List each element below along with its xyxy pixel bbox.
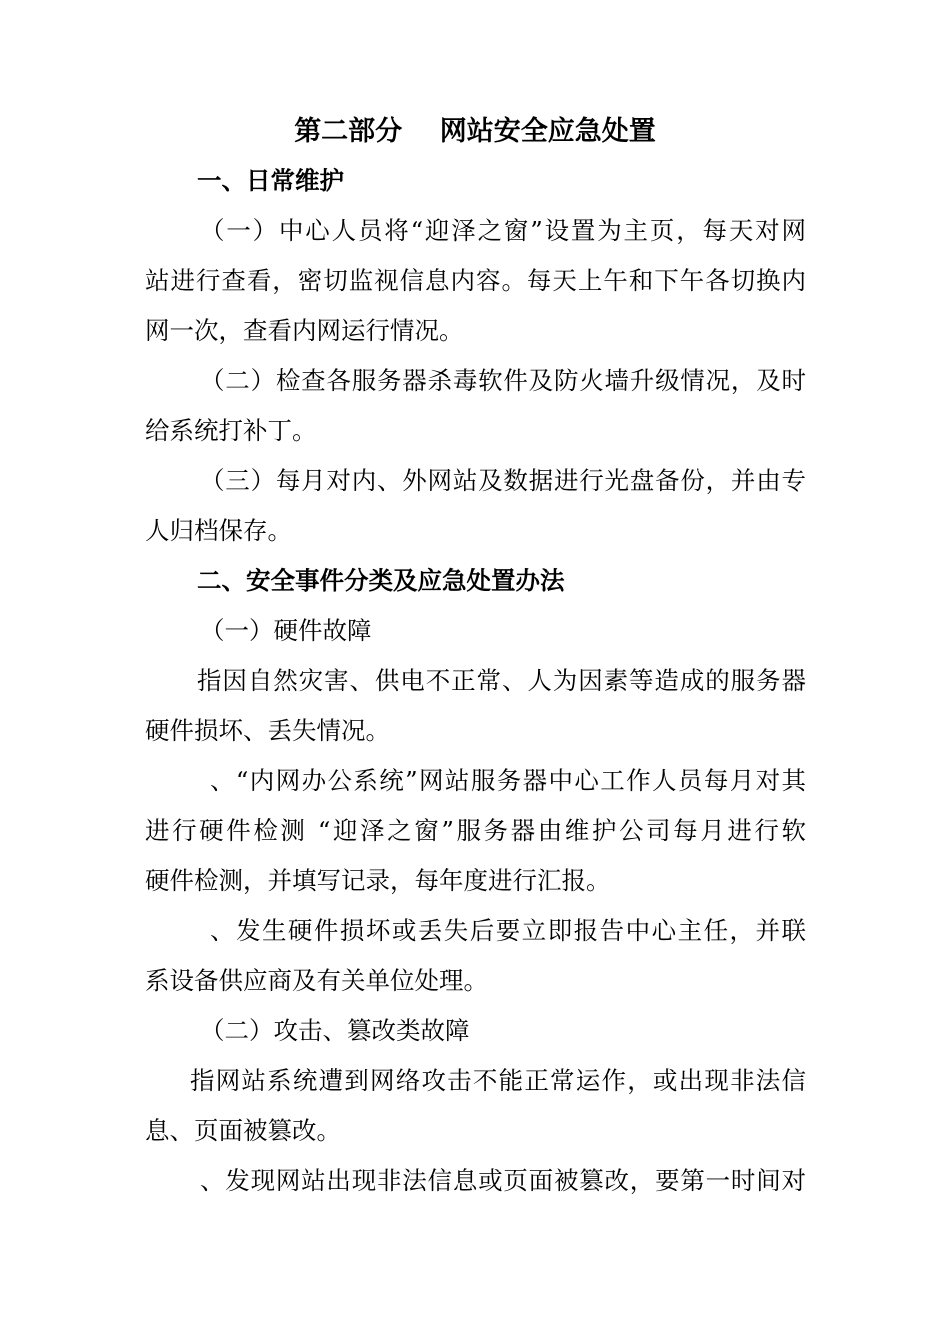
paragraph-line: 、“内网办公系统”网站服务器中心工作人员每月对其: [210, 766, 806, 795]
paragraph-line: 系设备供应商及有关单位处理。: [145, 966, 488, 995]
paragraph-line: （二）检查各服务器杀毒软件及防火墙升级情况，及时: [200, 366, 806, 395]
paragraph-line: 指网站系统遭到网络攻击不能正常运作，或出现非法信: [190, 1066, 806, 1095]
paragraph-line: 进行硬件检测 “迎泽之窗”服务器由维护公司每月进行软: [145, 816, 806, 845]
paragraph-line: 站进行查看，密切监视信息内容。每天上午和下午各切换内: [145, 266, 806, 295]
subsection-label-hardware-failure: （一）硬件故障: [200, 616, 372, 645]
section-heading-daily-maintenance: 一、日常维护: [197, 166, 344, 195]
paragraph-line: 、发生硬件损坏或丢失后要立即报告中心主任，并联: [210, 916, 806, 945]
paragraph-line: 硬件损坏、丢失情况。: [145, 716, 390, 745]
paragraph-line: 给系统打补丁。: [145, 416, 317, 445]
paragraph-line: （一）中心人员将“迎泽之窗”设置为主页，每天对网: [200, 216, 806, 245]
paragraph-line: 硬件检测，并填写记录，每年度进行汇报。: [145, 866, 611, 895]
paragraph-line: 网一次，查看内网运行情况。: [145, 316, 464, 345]
subsection-label-attack-tamper: （二）攻击、篡改类故障: [200, 1016, 470, 1045]
paragraph-line: 指因自然灾害、供电不正常、人为因素等造成的服务器: [197, 666, 806, 695]
paragraph-line: 、发现网站出现非法信息或页面被篡改，要第一时间对: [200, 1166, 806, 1195]
paragraph-line: 人归档保存。: [145, 516, 292, 545]
document-title: 第二部分 网站安全应急处置: [294, 116, 656, 147]
section-heading-incident-handling: 二、安全事件分类及应急处置办法: [197, 566, 565, 595]
paragraph-line: （三）每月对内、外网站及数据进行光盘备份，并由专: [200, 466, 806, 495]
paragraph-line: 息、页面被篡改。: [145, 1116, 341, 1145]
